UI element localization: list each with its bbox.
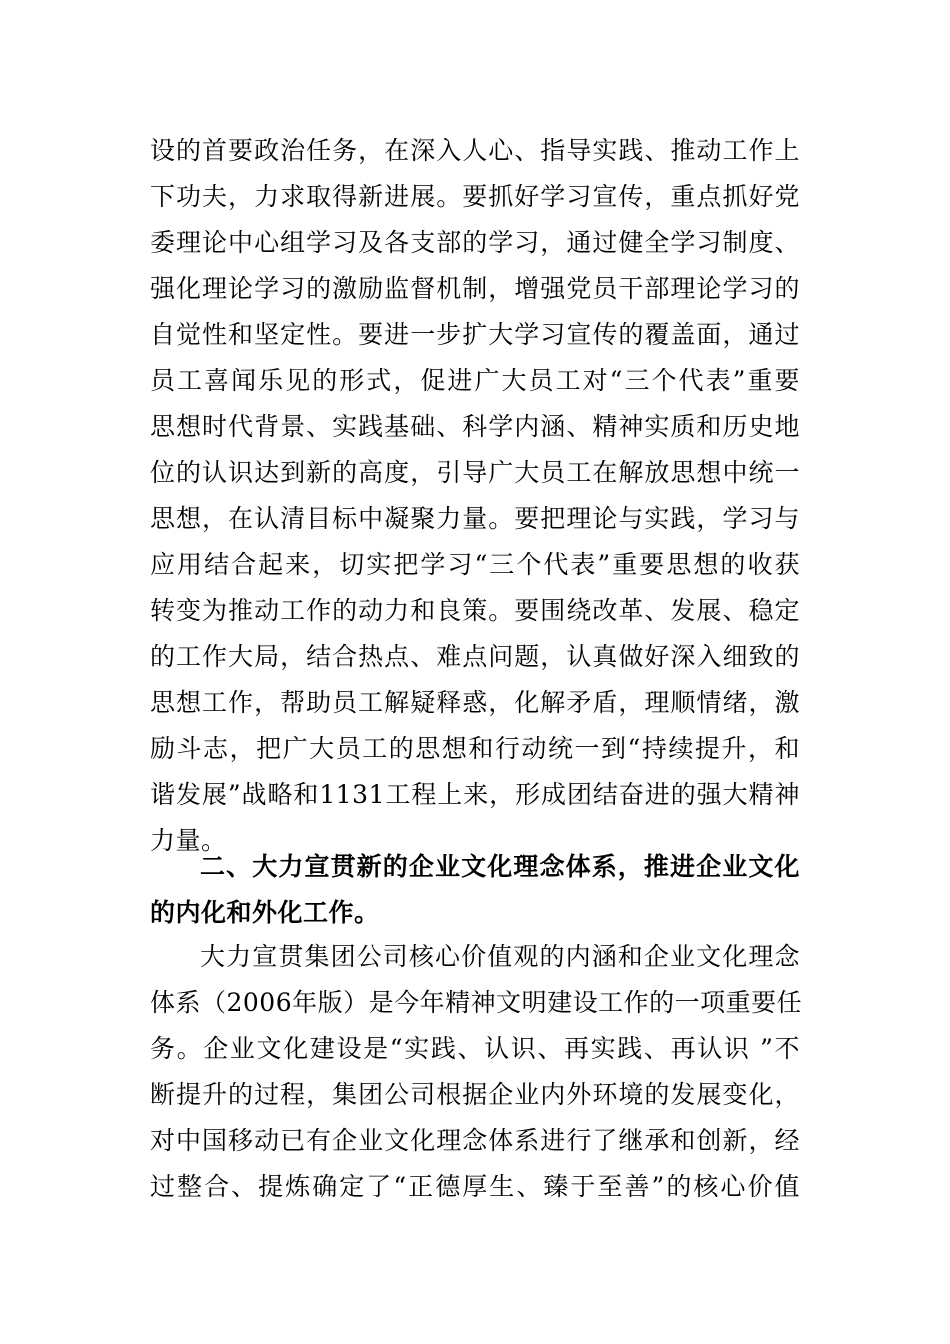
text-line: 大力宣贯集团公司核心价值观的内涵和企业文化理念	[200, 942, 800, 971]
text-line: 员工喜闻乐见的形式，促进广大员工对“三个代表”重要	[150, 366, 800, 395]
text-line: 强化理论学习的激励监督机制，增强党员干部理论学习的	[150, 274, 800, 303]
section-heading-2	[150, 844, 800, 936]
text-line: 自觉性和坚定性。要进一步扩大学习宣传的覆盖面，通过	[150, 320, 800, 349]
text-line: 应用结合起来，切实把学习“三个代表”重要思想的收获	[150, 550, 800, 579]
text-line: 思想工作，帮助员工解疑释惑，化解矛盾，理顺情绪，激	[150, 688, 800, 717]
text-line: 的工作大局，结合热点、难点问题，认真做好深入细致的	[150, 642, 800, 671]
text-line: 思想时代背景、实践基础、科学内涵、精神实质和历史地	[150, 412, 800, 441]
text-line: 务。企业文化建设是“实践、认识、再实践、再认识 ”不	[150, 1034, 800, 1063]
text-line: 体系（2006年版）是今年精神文明建设工作的一项重要任	[150, 988, 803, 1017]
heading-line: 的内化和外化工作。	[150, 898, 380, 927]
text-line: 思想，在认清目标中凝聚力量。要把理论与实践，学习与	[150, 504, 800, 533]
text-line: 位的认识达到新的高度，引导广大员工在解放思想中统一	[150, 458, 800, 487]
text-line: 断提升的过程，集团公司根据企业内外环境的发展变化，	[150, 1080, 800, 1109]
text-line: 下功夫，力求取得新进展。要抓好学习宣传，重点抓好党	[150, 182, 800, 211]
text-line: 谐发展”战略和1131工程上来，形成团结奋进的强大精神	[150, 780, 800, 809]
text-line: 委理论中心组学习及各支部的学习，通过健全学习制度、	[150, 228, 800, 257]
text-line: 转变为推动工作的动力和良策。要围绕改革、发展、稳定	[150, 596, 800, 625]
text-line: 对中国移动已有企业文化理念体系进行了继承和创新，经	[150, 1126, 800, 1155]
heading-line: 二、大力宣贯新的企业文化理念体系，推进企业文化	[200, 852, 800, 881]
text-line: 过整合、提炼确定了“正德厚生、臻于至善”的核心价值	[150, 1172, 800, 1201]
text-line: 设的首要政治任务，在深入人心、指导实践、推动工作上	[150, 136, 800, 165]
body-paragraph-1	[150, 128, 800, 864]
body-paragraph-2	[150, 934, 803, 1210]
text-line: 励斗志，把广大员工的思想和行动统一到“持续提升，和	[150, 734, 800, 763]
text-line: 力量。	[150, 826, 227, 855]
